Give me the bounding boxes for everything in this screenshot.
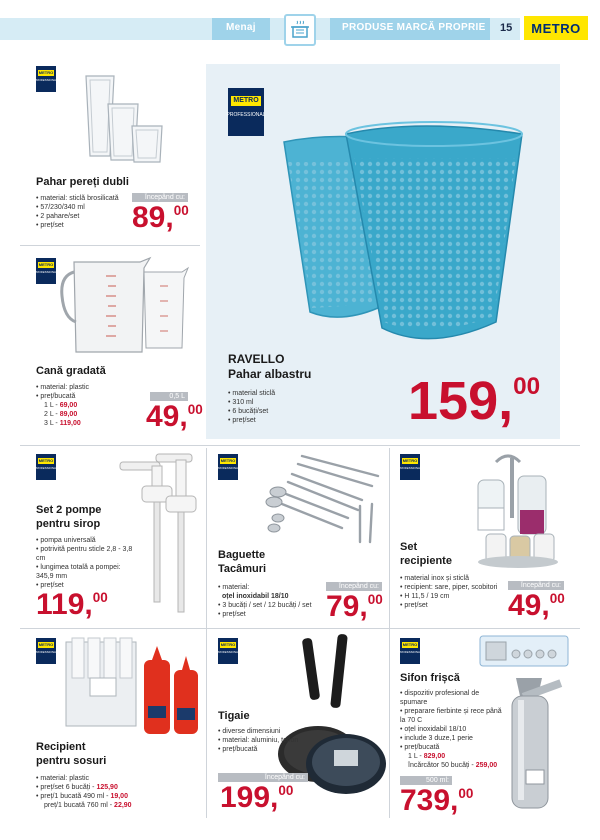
product-specs: • material: oțel inoxidabil 18/10 • 3 bucăți / set / 12 bucăți / set • preț/set	[218, 583, 324, 619]
product-title: Pahar albastru	[228, 367, 312, 381]
condiment-set-image	[472, 450, 572, 570]
header-subsection: PRODUSE MARCĂ PROPRIE	[342, 22, 486, 33]
page-number: 15	[500, 22, 513, 34]
hero-price: 159,00	[408, 371, 541, 431]
divider	[20, 245, 200, 246]
product-title: Baguette	[218, 549, 266, 561]
product-title-line2: Tacâmuri	[218, 563, 267, 575]
product-specs: • dispozitiv profesional de spumare • preparare fierbinte și rece până la 70 C • oțel inoxidabil 18/10 • include 3 duze,1 perie • preț/bucată 1 L - 829,00 încărcător 50 bucăți - 259,00	[400, 689, 508, 770]
metro-professional-badge: METRO PROFESSIONAL	[218, 454, 238, 480]
product-price: 79,00	[326, 590, 383, 623]
metro-professional-badge: METRO PROFESSIONAL	[218, 638, 238, 664]
product-specs: • material inox și sticlă • recipient: sare, piper, scobitori • H 11,5 / 19 cm • preț/set	[400, 574, 504, 610]
sauce-bottles-image	[62, 634, 202, 738]
cutlery-image	[262, 452, 386, 544]
product-price: 739,00	[400, 784, 474, 817]
product-title: Tigaie	[218, 710, 250, 722]
price-label: Începând cu:	[132, 193, 188, 202]
syrup-pumps-image	[112, 452, 204, 618]
metro-professional-badge: METRO PROFESSIONAL	[228, 88, 264, 136]
product-brand: RAVELLO	[228, 352, 285, 366]
product-title-line2: pentru sosuri	[36, 755, 107, 767]
header-section: Menaj	[226, 22, 256, 33]
product-title: Recipient	[36, 741, 86, 753]
product-price: 49,00	[146, 400, 203, 433]
product-price: 89,00	[132, 201, 189, 234]
divider	[206, 448, 207, 818]
product-title: Set	[400, 541, 418, 553]
product-specs: • diverse dimensiuni • material: aluminiu, teflon • preț/bucată	[218, 727, 304, 754]
product-specs: • material sticlă • 310 ml • 6 bucăți/set • preț/set	[228, 389, 328, 425]
metro-professional-badge: METRO PROFESSIONAL	[36, 638, 56, 664]
product-title-line2: pentru sirop	[36, 518, 101, 530]
product-title: Pahar pereți dubli	[36, 176, 129, 188]
blue-glasses-image	[270, 112, 540, 352]
divider	[389, 448, 390, 818]
price-label: Începând cu:	[218, 773, 308, 782]
measuring-jug-image	[60, 256, 190, 361]
price-label: Începând cu:	[508, 581, 564, 590]
price-label: 0,5 L	[150, 392, 188, 401]
product-title-line2: recipiente	[400, 555, 452, 567]
product-title: Set 2 pompe	[36, 504, 102, 516]
metro-professional-badge: METRO PROFESSIONAL	[36, 258, 56, 284]
product-specs: • material: plastic • preț/set 6 bucăți - 125,90 • preț/1 bucată 490 ml - 19,00 preț/1 bucată 760 ml - 22,90	[36, 774, 202, 810]
product-specs: • pompa universală • potrivită pentru sticle 2,8 - 3,8 cm • lungimea totală a pompei: 345,9 mm • preț/set	[36, 536, 136, 590]
metro-professional-badge: METRO PROFESSIONAL	[400, 454, 420, 480]
metro-logo: METRO	[524, 16, 588, 40]
metro-professional-badge: METRO PROFESSIONAL	[36, 454, 56, 480]
product-price: 119,00	[36, 588, 108, 621]
product-specs: • material: plastic • preț/bucată 1 L - 69,00 2 L - 89,00 3 L - 119,00	[36, 383, 136, 428]
metro-professional-badge: METRO PROFESSIONAL	[36, 66, 56, 92]
price-label: 500 ml:	[400, 776, 452, 785]
product-specs: • material: sticlă brosilicată • 57/230/340 ml • 2 pahare/set • preț/set	[36, 194, 136, 230]
divider	[20, 445, 580, 446]
double-wall-glasses-image	[80, 70, 180, 165]
pot-icon	[284, 14, 316, 46]
product-title: Sifon frișcă	[400, 672, 460, 684]
divider	[20, 628, 580, 629]
price-label: Începând cu:	[326, 582, 382, 591]
metro-professional-badge: METRO PROFESSIONAL	[400, 638, 420, 664]
product-price: 199,00	[220, 781, 294, 814]
product-price: 49,00	[508, 589, 565, 622]
product-title: Cană gradată	[36, 365, 106, 377]
